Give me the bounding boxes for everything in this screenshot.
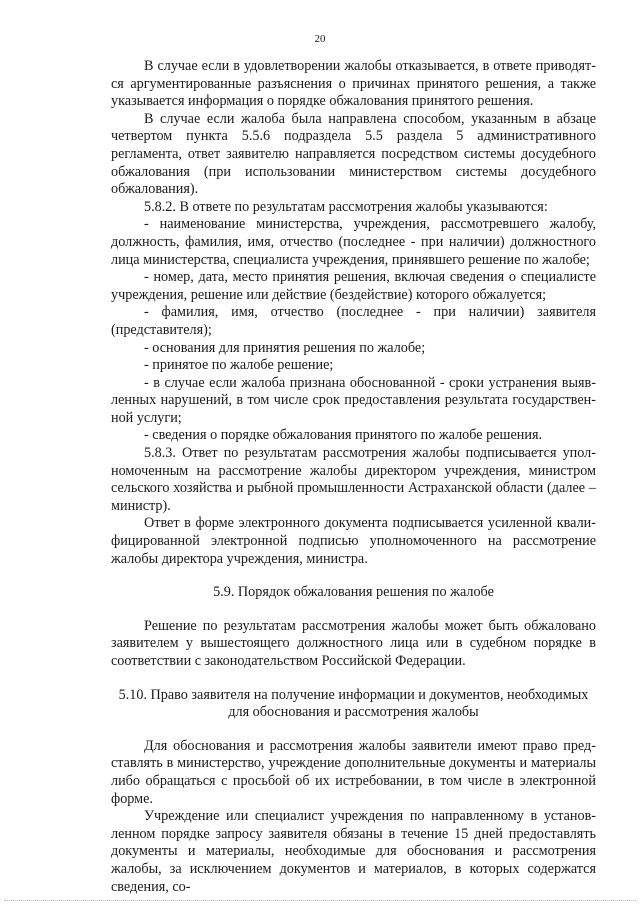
list-item: - фамилия, имя, отчество (последнее - при наличии) заявителя (представителя);: [111, 304, 596, 338]
paragraph: В случае если жалоба была направлена способом, указанным в абзаце четвертом пункта 5.5.6 подраздела 5.5 раздела 5 административного регламента, ответ заявителю направляется посредством системы досудебного обжалования (при использовании министерством системы досудебного обжалования).: [111, 110, 596, 198]
page-number: 20: [314, 33, 326, 45]
list-item: - наименование министерства, учреждения, рассмотревшего жалобу, должность, фамилия, имя, отчество (последнее - при наличии) должностного лица министерства, специалиста учреждения, принявшего решение по жалобе;: [111, 216, 596, 268]
scan-edge-line: [4, 900, 636, 902]
section-heading-5-9: 5.9. Порядок обжалования решения по жалобе: [213, 584, 494, 601]
list-item: - номер, дата, место принятия решения, включая сведения о специалисте учреждения, решение или действие (бездействие) которого обжалуется;: [111, 269, 596, 303]
paragraph: Для обоснования и рассмотрения жалобы заявители имеют право представлять в министерство, учреждение дополнительные документы и материалы либо обращаться с просьбой об их истребовании, в том числе в электронной форме.: [111, 737, 596, 807]
section-heading-5-10-line2: для обоснования и рассмотрения жалобы: [228, 704, 479, 721]
paragraph: Решение по результатам рассмотрения жалобы может быть обжаловано заявителем у вышестоящего должностного лица или в судебном порядке в соответствии с законодательством Российской Федерации.: [111, 617, 596, 669]
paragraph: В случае если в удовлетворении жалобы отказывается, в ответе приводятся аргументированные разъяснения о причинах принятого решения, а также указывается информация о порядке обжалования принятого решения.: [111, 58, 596, 110]
document-body: [111, 58, 596, 896]
paragraph: 5.8.2. В ответе по результатам рассмотрения жалобы указываются:: [144, 198, 548, 215]
list-item: - в случае если жалоба признана обоснованной - сроки устранения выявленных нарушений, в том числе срок предоставления результата государственной услуги;: [111, 374, 596, 426]
list-item: - основания для принятия решения по жалобе;: [144, 339, 426, 356]
section-heading-5-10-line1: 5.10. Право заявителя на получение информации и документов, необходимых: [118, 686, 589, 703]
paragraph: 5.8.3. Ответ по результатам рассмотрения жалобы подписывается уполномоченным на рассмотрение жалобы директором учреждения, министром сельского хозяйства и рыбной промышленности Астраханской области (далее – министр).: [111, 445, 596, 514]
list-item: - сведения о порядке обжалования принятого по жалобе решения.: [144, 427, 543, 444]
list-item: - принятое по жалобе решение;: [144, 357, 334, 374]
paragraph: Ответ в форме электронного документа подписывается усиленной квалифицированной электронной подписью уполномоченного на рассмотрение жалобы директора учреждения, министра.: [111, 515, 596, 567]
paragraph: Учреждение или специалист учреждения по направленному в установленном порядке запросу заявителя обязаны в течение 15 дней предоставлять документы и материалы, необходимые для обоснования и рассмотрения жалобы, за исключением документов и материалов, в которых содержатся сведения, со-: [111, 808, 596, 895]
